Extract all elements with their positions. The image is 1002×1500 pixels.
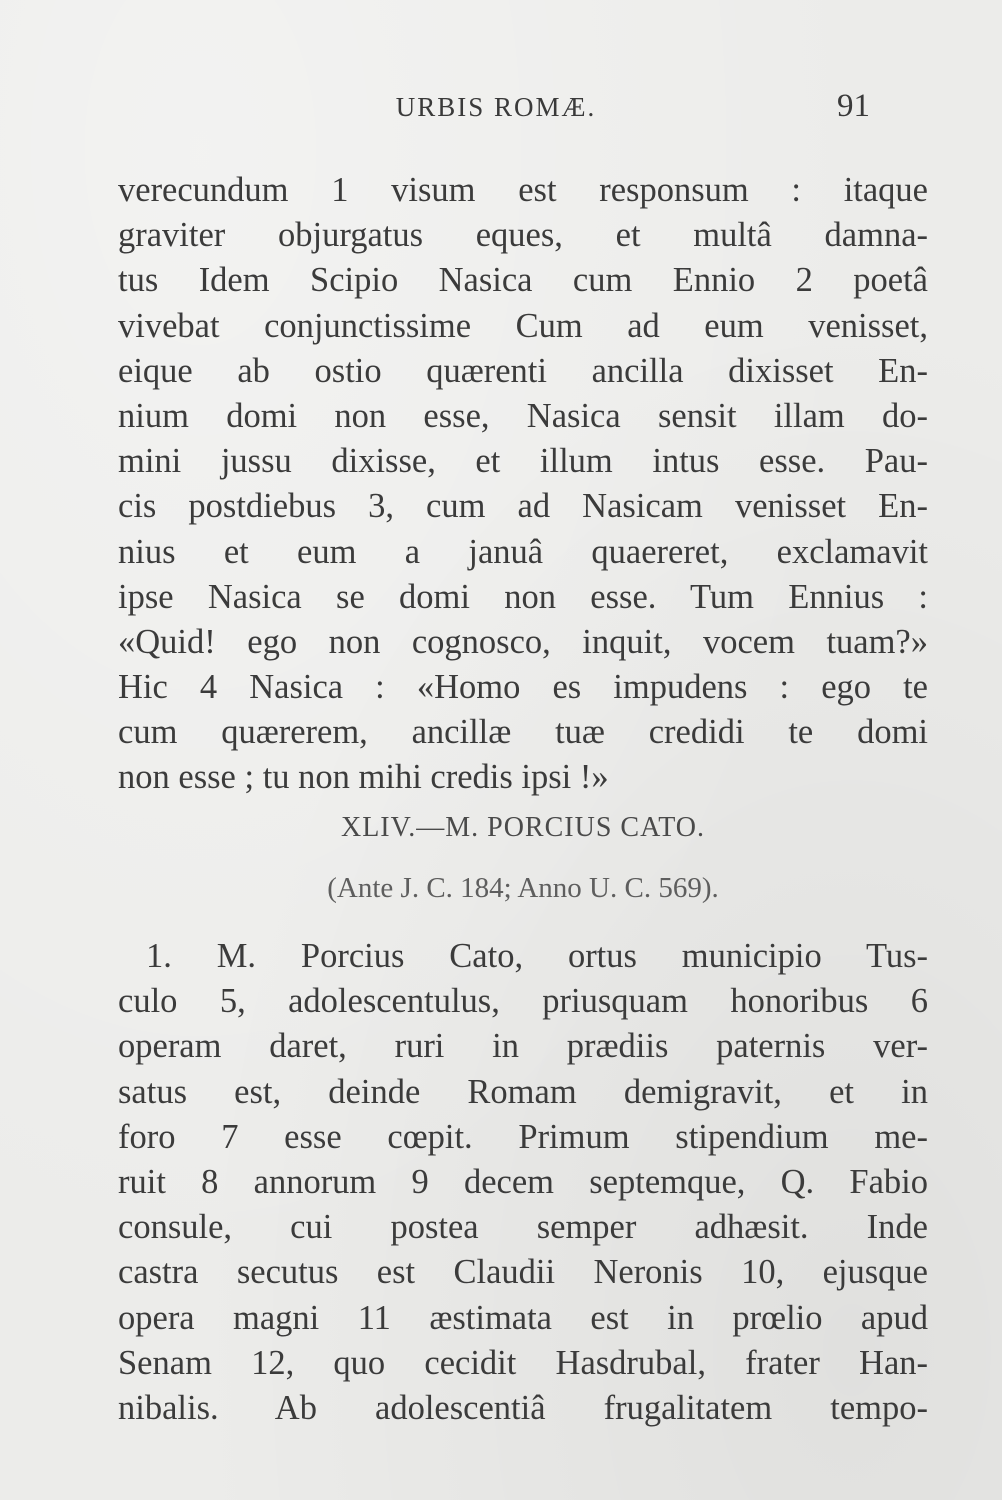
text-line: mini jussu dixisse, et illum intus esse. Pau- — [118, 442, 928, 481]
section-heading: XLIV.—M. PORCIUS CATO. — [340, 812, 706, 843]
text-line: cis postdiebus 3, cum ad Nasicam venisset En- — [118, 487, 928, 526]
text-line: vivebat conjunctissime Cum ad eum venisset, — [118, 306, 928, 345]
text-line: Hic 4 Nasica : «Homo es impudens : ego te — [118, 668, 928, 707]
text-line: non esse ; tu non mihi credis ipsi !» — [118, 758, 609, 797]
section-date-line: (Ante J. C. 184; Anno U. C. 569). — [327, 872, 719, 904]
page-number: 91 — [837, 88, 870, 124]
text-line: nius et eum a januâ quaereret, exclamavit — [118, 532, 928, 571]
text-line: nibalis. Ab adolescentiâ frugalitatem tempo- — [118, 1388, 928, 1427]
text-line: ipse Nasica se domi non esse. Tum Ennius : — [118, 577, 928, 616]
text-line: eique ab ostio quærenti ancilla dixisset En- — [118, 351, 928, 390]
text-line: satus est, deinde Romam demigravit, et in — [118, 1072, 928, 1111]
text-line: tus Idem Scipio Nasica cum Ennio 2 poetâ — [118, 261, 928, 300]
text-line: nium domi non esse, Nasica sensit illam do- — [118, 396, 928, 435]
running-title: URBIS ROMÆ. — [395, 92, 597, 122]
text-line: 1. M. Porcius Cato, ortus municipio Tus- — [146, 937, 928, 975]
passage-porcius-cato — [118, 934, 928, 1431]
text-line: castra secutus est Claudii Neronis 10, ejusque — [118, 1253, 928, 1292]
text-line: ruit 8 annorum 9 decem septemque, Q. Fabio — [118, 1162, 928, 1201]
text-line: operam daret, ruri in prædiis paternis ver- — [118, 1027, 928, 1066]
text-line: cum quærerem, ancillæ tuæ credidi te domi — [118, 713, 928, 752]
text-line: Senam 12, quo cecidit Hasdrubal, frater Han- — [118, 1343, 928, 1382]
passage-nasica-ennius — [118, 168, 928, 801]
text-line: «Quid! ego non cognosco, inquit, vocem tuam?» — [118, 622, 928, 661]
text-line: culo 5, adolescentulus, priusquam honoribus 6 — [118, 982, 928, 1021]
text-line: foro 7 esse cœpit. Primum stipendium me- — [118, 1117, 928, 1156]
text-line: verecundum 1 visum est responsum : itaque — [118, 171, 928, 209]
running-head — [118, 88, 874, 132]
text-line: opera magni 11 æstimata est in prœlio apud — [118, 1298, 928, 1337]
text-line: consule, cui postea semper adhæsit. Inde — [118, 1208, 928, 1247]
text-line: graviter objurgatus eques, et multâ damna- — [118, 216, 928, 255]
